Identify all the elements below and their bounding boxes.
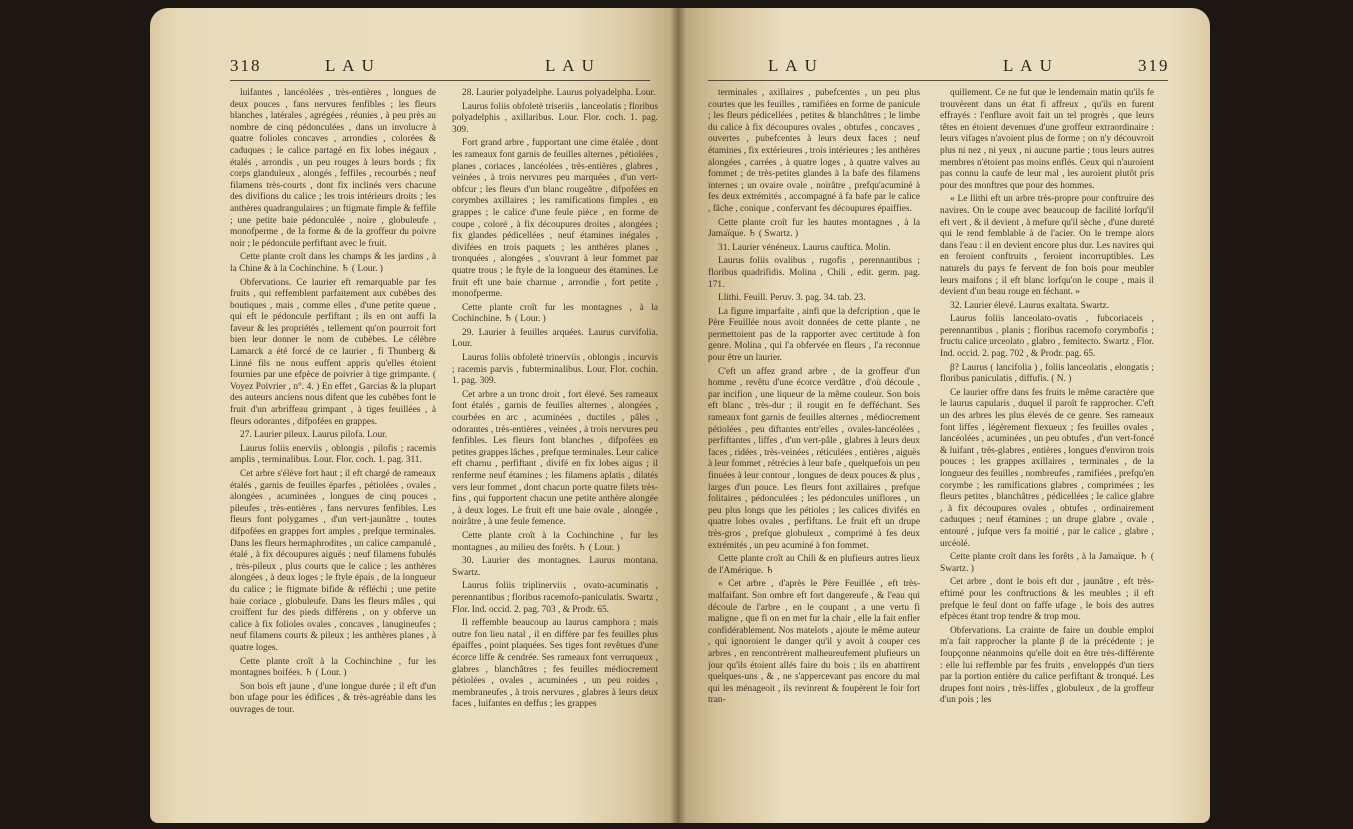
paragraph: C'eft un affez grand arbre , de la groffeur d'un homme , revêtu d'une écorce verdâtre , d'où découle , par incifion , une liqueur de la même couleur. Son bois eft blanc , très-dur ; il rougit en fe defféchant. Ses rameaux font garnis de feuilles alternes , médiocrement pétiolées , peu diftantes entr'elles , ovales-lancéolées , perfiftantes , liffes , d'un vert-pâle , glabres à leurs deux faces , ridées , très-veinées , réticulées , entières , aiguës à leur fommet , rétrécies à leur bafe , quelquefois un peu finuées à leur contour , longues de deux pouces & plus , larges d'un pouce. Les fleurs font axillaires , prefque folitaires , pédonculées ; les pédoncules uniflores , un peu plus longs que les pétioles ; les calices divifés en quatre lobes ovales , perfiftans. Le fruit eft un drupe très-gros , prefque globuleux , comprimé à fes deux extrémités , un peu acuminé à fon fommet. <box>708 366 920 551</box>
header-rule <box>230 80 650 81</box>
paragraph: 32. Laurier élevé. Laurus exaltata. Swartz. <box>950 300 1110 311</box>
paragraph: Fort grand arbre , fupportant une cime étalée , dont les rameaux font garnis de feuilles alternes , pétiolées , planes , coriaces , lancéolées , très-entières , glabres , veinées , à trois nervures peu marquées , d'un vert-obfcur ; les fleurs d'un blanc rougeâtre , difpofées en corymbes axillaires ; les ramifications fimples , en grappes ; le calice d'une feule pièce , en forme de coupe , coloré , à fix découpures droites , alongées ; fix glandes pédicellées , neuf étamines inégales , divifées en trois paquets ; les anthères planes , tronquées , alongées , s'ouvrant à leur fommet par quatre trous ; le ftyle de la longueur des étamines. Le fruit eft une baie charnue , arrondie , fort petite , monofperme. <box>452 138 658 300</box>
paragraph: Llithi. Feuill. Peruv. 3. pag. 34. tab. 23. <box>718 293 866 304</box>
paragraph: Obfervations. Ce laurier eft remarquable par fes fruits , qui reffemblent parfaitement aux cubèbes des boutiques , mais , comme elles , d'une petite queue , qui eft le pédoncule perfiftant ; ils en ont auffi la faveur & les propriétés , tellement qu'on pourroit fort bien leur donner le nom de cubèbes. Le célèbre Lamarck a été forcé de ce laurier , fi Thunberg & Linné fils ne nous euffent appris qu'elles étoient fournies par une efpèce de poivrier à tige grimpante. ( Voyez Poivrier , n°. 4. ) En effet , Garcias & la plupart des auteurs anciens nous difent que les cubèbes font le fruit d'un arbriffeau grimpant , à tiges feuillées , à fleurs odorantes , difpofées en grappes. <box>230 277 436 427</box>
paragraph: quillement. Ce ne fut que le lendemain matin qu'ils fe trouvèrent dans un état fi affreux , qu'ils en furent effrayés : l'enflure avoit fait un tel progrès , que leurs têtes en étoient devenues d'une groffeur extraordinaire : leurs vifages n'avoient plus de forme ; on n'y découvroit plus ni nez , ni yeux , ni aucune partie ; tous leurs autres membres n'étoient pas moins enflés. Ceux qui n'auroient pas connu la caufe de leur mal , les auroient plutôt pris pour des monftres que pour des hommes. <box>940 88 1154 191</box>
paragraph: Cette plante croît fur les montagnes , à la Cochinchine. ♄ ( Lour. ) <box>452 302 658 325</box>
page-number: 319 <box>1138 56 1170 75</box>
text-column-right-2 <box>940 88 1154 709</box>
paragraph: Il reffemble beaucoup au laurus camphora ; mais outre fon lieu natal , il en diffère par fes feuilles plus épaiffes , point plaquées. Ses tiges font revêtues d'une écorce liffe & cendrée. Ses rameaux font verruqueux , glabres , blanchâtres ; fes feuilles médiocrement pétiolées , ovales , acuminées , un peu roides , membraneufes , à trois nervures , glabres à leurs deux faces , luifantes en deffus ; les grappes <box>452 618 658 710</box>
paragraph: Cette plante croît à la Cochinchine , fur les montagnes , au milieu des forêts. ♄ ( Lour. ) <box>452 530 658 553</box>
book-gutter <box>670 8 686 823</box>
right-page <box>678 8 1210 823</box>
paragraph: Laurus foliis triplinerviis , ovato-acuminatis , perennantibus ; floribus racemofo-paniculatis. Swartz , Flor. Ind. occid. 2. pag. 703 , & Prodr. 65. <box>452 581 658 615</box>
paragraph: « Cet arbre , d'après le Père Feuillée , eft très-malfaifant. Son ombre eft fort dangereufe , & l'eau qui découle de l'arbre , en le coupant , a une vertu fi maligne , que fi on en met fur la chair , elle la fait enfler confidérablement. Nos matelots , ajoute le même auteur , qui ignoroient le danger qu'il y avoit à couper ces arbres , en rencontrèrent malheureufement plufieurs un jour qu'ils étoient allés faire du bois ; ils en abattirent quelques-uns , & , ne s'appercevant pas encore du mal qui les ménageoit , ils revinrent & foupèrent le foir fort tran- <box>708 579 920 706</box>
paragraph: Laurus foliis enerviis , oblongis , pilofis ; racemis amplis , terminalibus. Lour. Flor. coch. 1. pag. 311. <box>230 443 436 466</box>
text-column-left-2 <box>452 88 658 713</box>
text-column-right-1 <box>708 88 920 709</box>
paragraph: La figure imparfaite , ainfi que la defcription , que le Père Feuillée nous avoit données de cette plante , ne permettoient pas de la rapporter avec certitude à fon genre. Molina , qui l'a obfervée en fleurs , l'a reconnue pour être un laurier. <box>708 306 920 364</box>
paragraph: 30. Laurier des montagnes. Laurus montana. Swartz. <box>452 556 658 578</box>
paragraph: Laurus foliis ovalibus , rugofis , perennantibus ; floribus quadrifidis. Molina , Chili , edit. germ. pag. 171. <box>708 256 920 290</box>
left-page <box>150 8 678 823</box>
running-head: L A U <box>545 56 596 75</box>
paragraph: Cette plante croît au Chili & en plufieurs autres lieux de l'Amérique. ♄ <box>708 554 920 576</box>
paragraph: Laurus foliis obfoletè triseriis , lanceolatis ; floribus polyadelphis , axillaribus. Lour. Flor. coch. 1. pag. 309. <box>452 101 658 135</box>
running-head: L A U <box>1003 56 1054 75</box>
paragraph: β? Laurus ( lancifolia ) , foliis lanceolatis , elongatis ; floribus paniculatis , diffufis. ( N. ) <box>940 362 1154 385</box>
paragraph: Cet arbre a un tronc droit , fort élevé. Ses rameaux font étalés , garnis de feuilles alternes , alongées , courbées en arc , acuminées , ductiles , pâles , odorantes , très-entières , veinées , à trois nervures peu fenfibles. Les fleurs font blanches , difpofées en petites grappes lâches , prefque terminales. Leur calice eft charnu , perfiftant , divifé en fix lobes aigus ; il renferme neuf étamines ; les filamens aplatis , dilatés vers leur fommet , dont chacun porte quatre filets très-fins , qui fupportent chacun une petite anthère alongée , à deux loges. Le fruit eft une baie ovale , alongée , noirâtre , à une feule femence. <box>452 389 658 528</box>
paragraph: Cet arbre s'élève fort haut ; il eft chargé de rameaux étalés , garnis de feuilles éparfes , pétiolées , ovales , alongées , acuminées , longues de cinq pouces , pileufes , très-entières , fans nervures fenfibles. Les fleurs font polygames , d'un vert-jaunâtre , toutes difpofées en grappes fort amples , prefque terminales. Dans les fleurs hermaphrodites , un calice campanulé , étalé , à fix découpures aiguës ; neuf filamens fubulés , très-pileux , plus courts que le calice ; les anthères alongées , à deux loges ; le ftyle épais , de la longueur du calice ; le ftigmate bifide & réfléchi ; une petite baie coriace , globuleufe. Dans les fleurs mâles , qui croiffent fur des pieds différens , on y obferve un calice à fix folioles ovales , concaves , lanugineufes ; neuf filamens courts & pileux ; les anthères planes , à quatre loges. <box>230 469 436 653</box>
paragraph: Son bois eft jaune , d'une longue durée ; il eft d'un bon ufage pour les édifices , & très-agréable dans les ouvrages de tour. <box>230 681 436 715</box>
paragraph: Cette plante croît à la Cochinchine , fur les montagnes boifées. ♄ ( Lour. ) <box>230 656 436 679</box>
open-book <box>150 8 1210 823</box>
paragraph: Laurus foliis lanceolato-ovatis , fubcoriaceis , perennantibus , planis ; floribus racemofo corymbofis ; fructu calice urceolato , glabro , femitecto. Swartz , Flor. Ind. occid. 2. pag. 702 , & Prodr. pag. 65. <box>940 314 1154 360</box>
paragraph: terminales , axillaires , pubefcentes , un peu plus courtes que les feuilles , ramifiées en forme de panicule ; les fleurs pédicellées , petites & blanchâtres ; le limbe du calice à fix découpures ovales , obtufes , concaves , ouvertes , pubefcentes à leurs deux faces ; neuf étamines , fix extérieures , trois intérieures ; les anthères alongées , carrées , à quatre loges , à quatre valves au fommet ; de très-petites glandes à la bafe des filamens internes ; un ovaire ovale , noirâtre , prefqu'acuminé à fes deux extrémités , accompagné à fa bafe par le calice , fâche , conique , confervant fes découpures épaiffies. <box>708 88 920 214</box>
paragraph: Obfervations. La crainte de faire un double emploi m'a fait rapprocher la plante β de la précédente ; je foupçonne néanmoins qu'elle doit en être très-différente : elle lui reffemble par fes fruits , enveloppés d'un tiers par la portion entière du calice perfiftant & tronqué. Les drupes font noirs , très-liffes , globuleux , de la groffeur d'un pois ; les <box>940 625 1154 706</box>
paragraph: 31. Laurier vénéneux. Laurus cauftica. Molin. <box>718 242 891 253</box>
paragraph: Laurus foliis obfoletè trinerviis , oblongis , incurvis ; racemis parvis , fubterminalibus. Lour. Flor. cochin. 1. pag. 309. <box>452 353 658 387</box>
paragraph: « Le llithi eft un arbre très-propre pour conftruire des navires. On le coupe avec beaucoup de facilité lorfqu'il eft vert , & il devient , à mefure qu'il sèche , d'une dureté qui le rend femblable à de l'acier. On le trempe alors dans l'eau : il en devient encore plus dur. Les navires qui en feroient conftruits , feroient incorruptibles. Les naturels du pays fe fervent de fon bois pour meubler leurs maifons ; il eft blanc lorfqu'on le coupe , mais il devient d'un beau rouge en féchant. » <box>940 194 1154 298</box>
paragraph: Cette plante croît dans les forêts , à la Jamaïque. ♄ ( Swartz. ) <box>940 552 1154 574</box>
paragraph: 29. Laurier à feuilles arquées. Laurus curvifolia. Lour. <box>452 327 658 350</box>
page-number: 318 <box>230 56 262 75</box>
running-head: L A U <box>325 56 376 75</box>
running-head: L A U <box>768 56 819 75</box>
paragraph: 27. Laurier pileux. Laurus pilofa. Lour. <box>240 430 388 441</box>
paragraph: Ce laurier offre dans fes fruits le même caractère que le laurus capularis , duquel il paroît fe rapprocher. C'eft un des arbres les plus élevés de ce genre. Ses rameaux font liffes , légèrement flexueux ; fes feuilles ovales , lancéolées , acuminées , un peu obtufes , d'un vert-foncé & luifant , très-glabres , entières , longues d'environ trois pouces ; les grappes axillaires , terminales , de la longueur des feuilles , nombreufes , ramifiées , prefqu'en corymbe ; les ramifications glabres , comprimées ; les fleurs petites , blanchâtres , pédicellées ; le calice glabre , à fix découpures ovales , obtufes , ordinairement caduques ; neuf étamines ; un drupe glabre , ovale , entouré , jufque vers fa moitié , par le calice , glabre , urcéolé. <box>940 387 1154 549</box>
paragraph: 28. Laurier polyadelphe. Laurus polyadelpha. Lour. <box>462 88 656 98</box>
paragraph: Cet arbre , dont le bois eft dur , jaunâtre , eft très-eftimé pour les conftructions & les meubles ; il eft prefque le feul dont on faffe ufage , le bois des autres efpèces étant trop tendre & trop mou. <box>940 577 1154 623</box>
paragraph: luifantes , lancéolées , très-entières , longues de deux pouces , fans nervures fenfibles ; les fleurs blanches , latérales , agrégées , réunies , à peu près au nombre de cinq pédonculées , dans un involucre à quatre folioles concaves , arrondies , colorées & caduques ; le calice partagé en fix lobes inégaux , étalés , arrondis , un peu rouges à leurs bords ; fix corps glanduleux , alongés , feffiles , recourbés ; neuf filamens très-courts , dont fix inclinés vers chacune des divifions du calice ; les trois intérieurs droits ; les anthères quadrangulaires ; un ftigmate fimple & feffile ; une petite baie pédonculée , noire , globuleufe , monofperme , de la forme & de la groffeur du poivre noir ; le pédoncule perfiftant avec le fruit. <box>230 88 436 249</box>
header-rule <box>708 80 1168 81</box>
text-column-left-1 <box>230 88 436 718</box>
paragraph: Cette plante croît fur les hautes montagnes , à la Jamaïque. ♄ ( Swartz. ) <box>708 217 920 240</box>
paragraph: Cette plante croît dans les champs & les jardins , à la Chine & à la Cochinchine. ♄ ( Lour. ) <box>230 252 436 274</box>
